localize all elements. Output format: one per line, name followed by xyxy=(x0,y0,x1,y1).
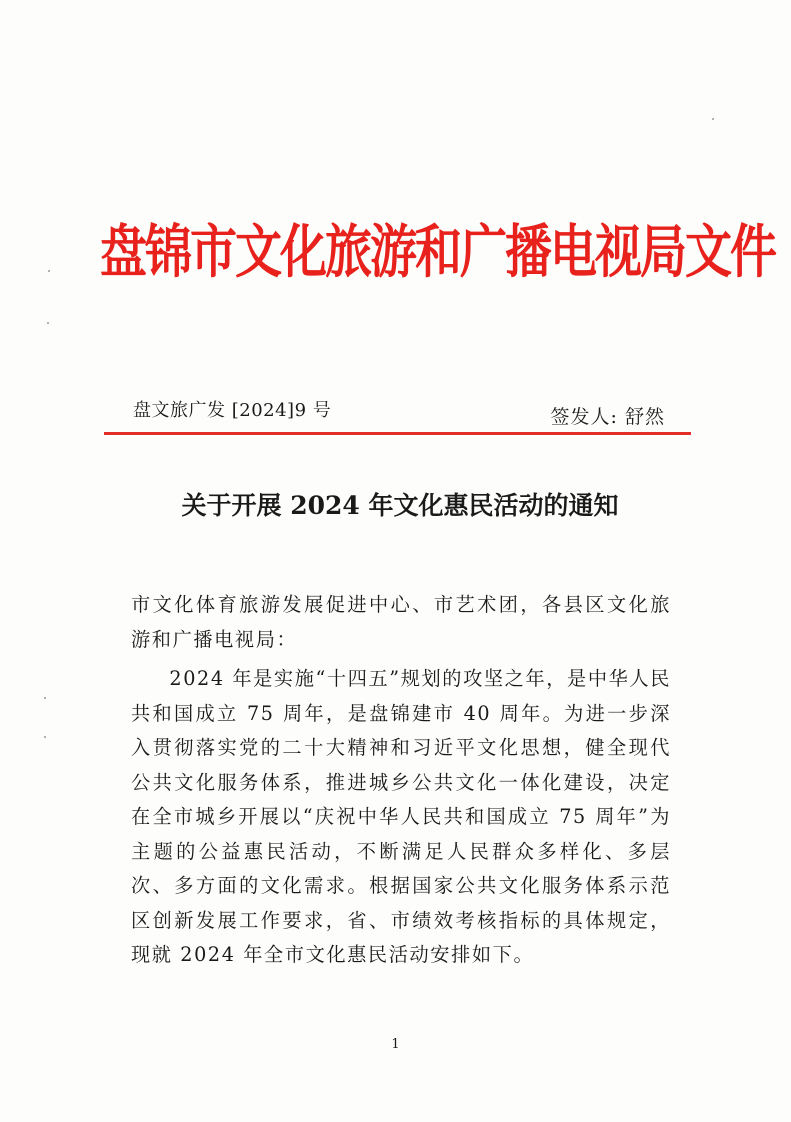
scan-speck xyxy=(44,697,46,699)
scan-speck xyxy=(44,736,46,738)
addressee: 市文化体育旅游发展促进中心、市艺术团，各县区文化旅游和广播电视局： xyxy=(131,593,671,651)
scan-speck xyxy=(48,270,50,272)
page-number: 1 xyxy=(391,1037,400,1052)
document-number: 盘文旅广发 [2024]9 号 xyxy=(133,400,332,421)
body-paragraph: 2024 年是实施“十四五”规划的攻坚之年，是中华人民共和国成立 75 周年，是盘锦建市 40 周年。为进一步深入贯彻落实党的二十大精神和习近平文化思想，健全现代公共文化服务体系，推进城乡公共文化一体化建设，决定在全市城乡开展以“庆祝中华人民共和国成立 75 周年”为主题的公益惠民活动，不断满足人民群众多样化、多层次、多方面的文化需求。根据国家公共文化服务体系示范区创新发展工作要求，省、市绩效考核指标的具体规定，现就 2024 年全市文化惠民活动安排如下。 xyxy=(131,667,671,966)
notice-title: 关于开展 2024 年文化惠民活动的通知 xyxy=(181,491,619,520)
scan-speck xyxy=(712,118,714,120)
red-separator-line xyxy=(104,432,691,435)
issuer-signature: 签发人: 舒然 xyxy=(550,406,665,428)
scan-speck xyxy=(47,322,49,324)
agency-header-title: 盘锦市文化旅游和广播电视局文件 xyxy=(100,218,775,286)
